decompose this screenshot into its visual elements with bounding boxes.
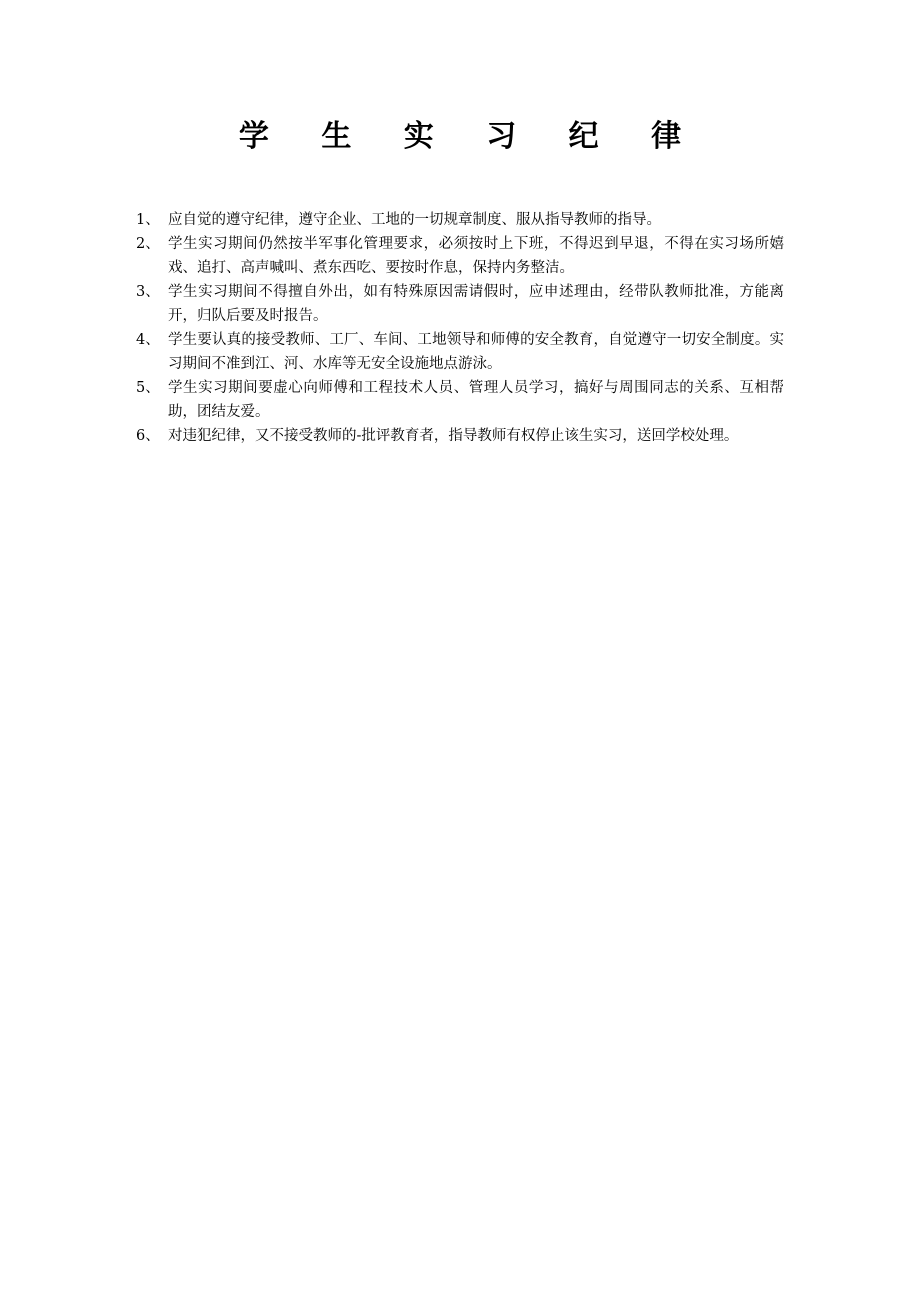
rule-item-1 <box>136 208 784 232</box>
rule-text: 应自觉的遵守纪律，遵守企业、工地的一切规章制度、服从指导教师的指导。 <box>168 212 661 228</box>
rule-text: 学生要认真的接受教师、工厂、车间、工地领导和师傅的安全教育，自觉遵守一切安全制度。实习期间不准到江、河、水库等无安全设施地点游泳。 <box>168 332 784 372</box>
rule-item-5 <box>136 376 784 424</box>
rule-text: 对违犯纪律，又不接受教师的-批评教育者，指导教师有权停止该生实习，送回学校处理。 <box>168 428 739 444</box>
rule-number: 4、 <box>136 332 160 348</box>
rule-number: 5、 <box>136 380 160 396</box>
rule-text: 学生实习期间不得擅自外出，如有特殊原因需请假时，应申述理由，经带队教师批准，方能离开，归队后要及时报告。 <box>168 284 784 324</box>
rule-number: 1、 <box>136 212 160 228</box>
rule-item-3 <box>136 280 784 328</box>
rule-text: 学生实习期间仍然按半军事化管理要求，必须按时上下班，不得迟到早退，不得在实习场所嬉戏、追打、高声喊叫、煮东西吃、要按时作息，保持内务整洁。 <box>168 236 784 276</box>
rule-text: 学生实习期间要虚心向师傅和工程技术人员、管理人员学习，搞好与周围同志的关系、互相帮助，团结友爱。 <box>168 380 784 420</box>
rules-list <box>136 208 784 448</box>
rule-number: 6、 <box>136 428 160 444</box>
rule-item-2 <box>136 232 784 280</box>
rule-item-6 <box>136 424 784 448</box>
rule-item-4 <box>136 328 784 376</box>
page-title: 学 生 实 习 纪 律 <box>238 119 703 154</box>
rule-number: 3、 <box>136 284 160 300</box>
rule-number: 2、 <box>136 236 160 252</box>
